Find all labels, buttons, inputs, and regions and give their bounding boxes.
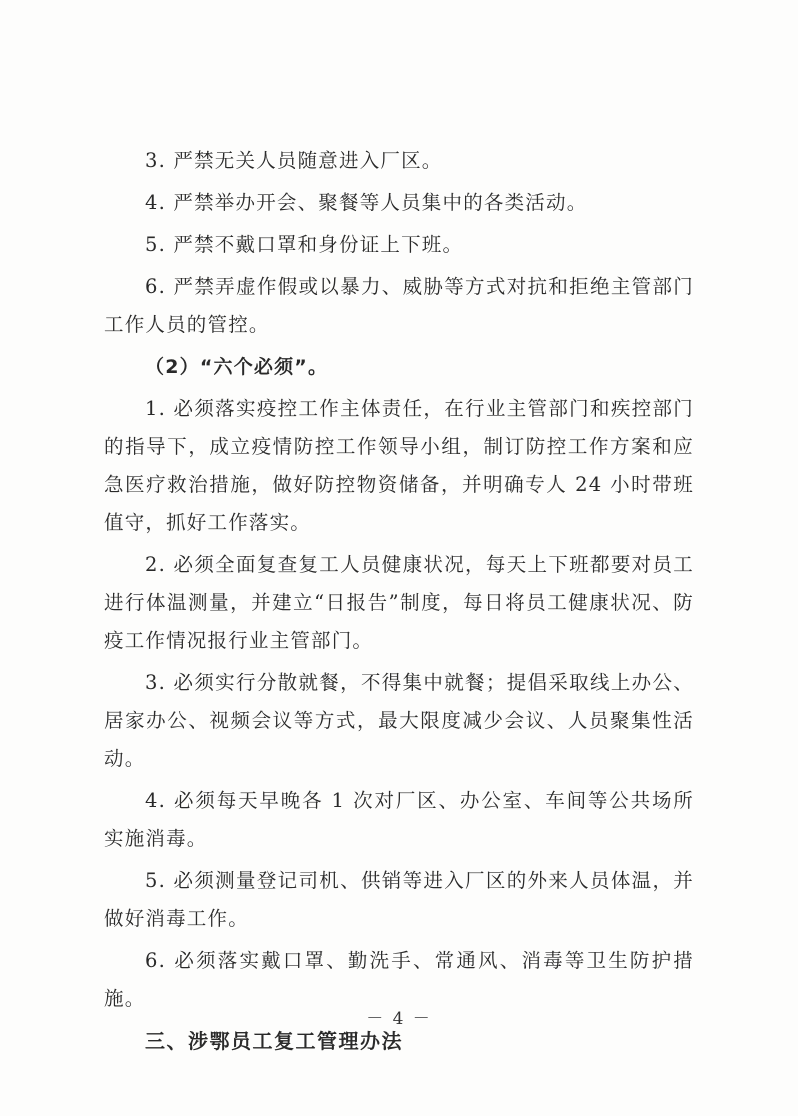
sub-heading-six-musts: （2）“六个必须”。 xyxy=(145,356,329,378)
must-item-6: 6. 必须落实戴口罩、勤洗手、常通风、消毒等卫生防护措施。 xyxy=(104,949,694,1010)
must-item-4: 4. 必须每天早晚各 1 次对厂区、办公室、车间等公共场所实施消毒。 xyxy=(104,789,694,850)
must-item-1: 1. 必须落实疫控工作主体责任，在行业主管部门和疾控部门的指导下，成立疫情防控工作领导小组，制订防控工作方案和应急医疗救治措施，做好防控物资储备，并明确专人 24 小时带班值守，抓好工作落实。 xyxy=(104,397,694,534)
must-item-3: 3. 必须实行分散就餐，不得集中就餐；提倡采取线上办公、居家办公、视频会议等方式，最大限度减少会议、人员聚集性活动。 xyxy=(104,671,694,770)
section-heading-hubei-staff: 三、涉鄂员工复工管理办法 xyxy=(145,1029,403,1053)
rule-item-6: 6. 严禁弄虚作假或以暴力、威胁等方式对抗和拒绝主管部门工作人员的管控。 xyxy=(104,275,694,336)
rule-item-4: 4. 严禁举办开会、聚餐等人员集中的各类活动。 xyxy=(145,191,588,214)
document-body xyxy=(104,142,694,1060)
must-item-5: 5. 必须测量登记司机、供销等进入厂区的外来人员体温，并做好消毒工作。 xyxy=(104,869,694,930)
rule-item-5: 5. 严禁不戴口罩和身份证上下班。 xyxy=(145,233,464,256)
rule-item-3: 3. 严禁无关人员随意进入厂区。 xyxy=(145,149,443,172)
must-item-2: 2. 必须全面复查复工人员健康状况，每天上下班都要对员工进行体温测量，并建立“日报告”制度，每日将员工健康状况、防疫工作情况报行业主管部门。 xyxy=(104,553,694,652)
page-number: － 4 － xyxy=(366,1009,432,1029)
